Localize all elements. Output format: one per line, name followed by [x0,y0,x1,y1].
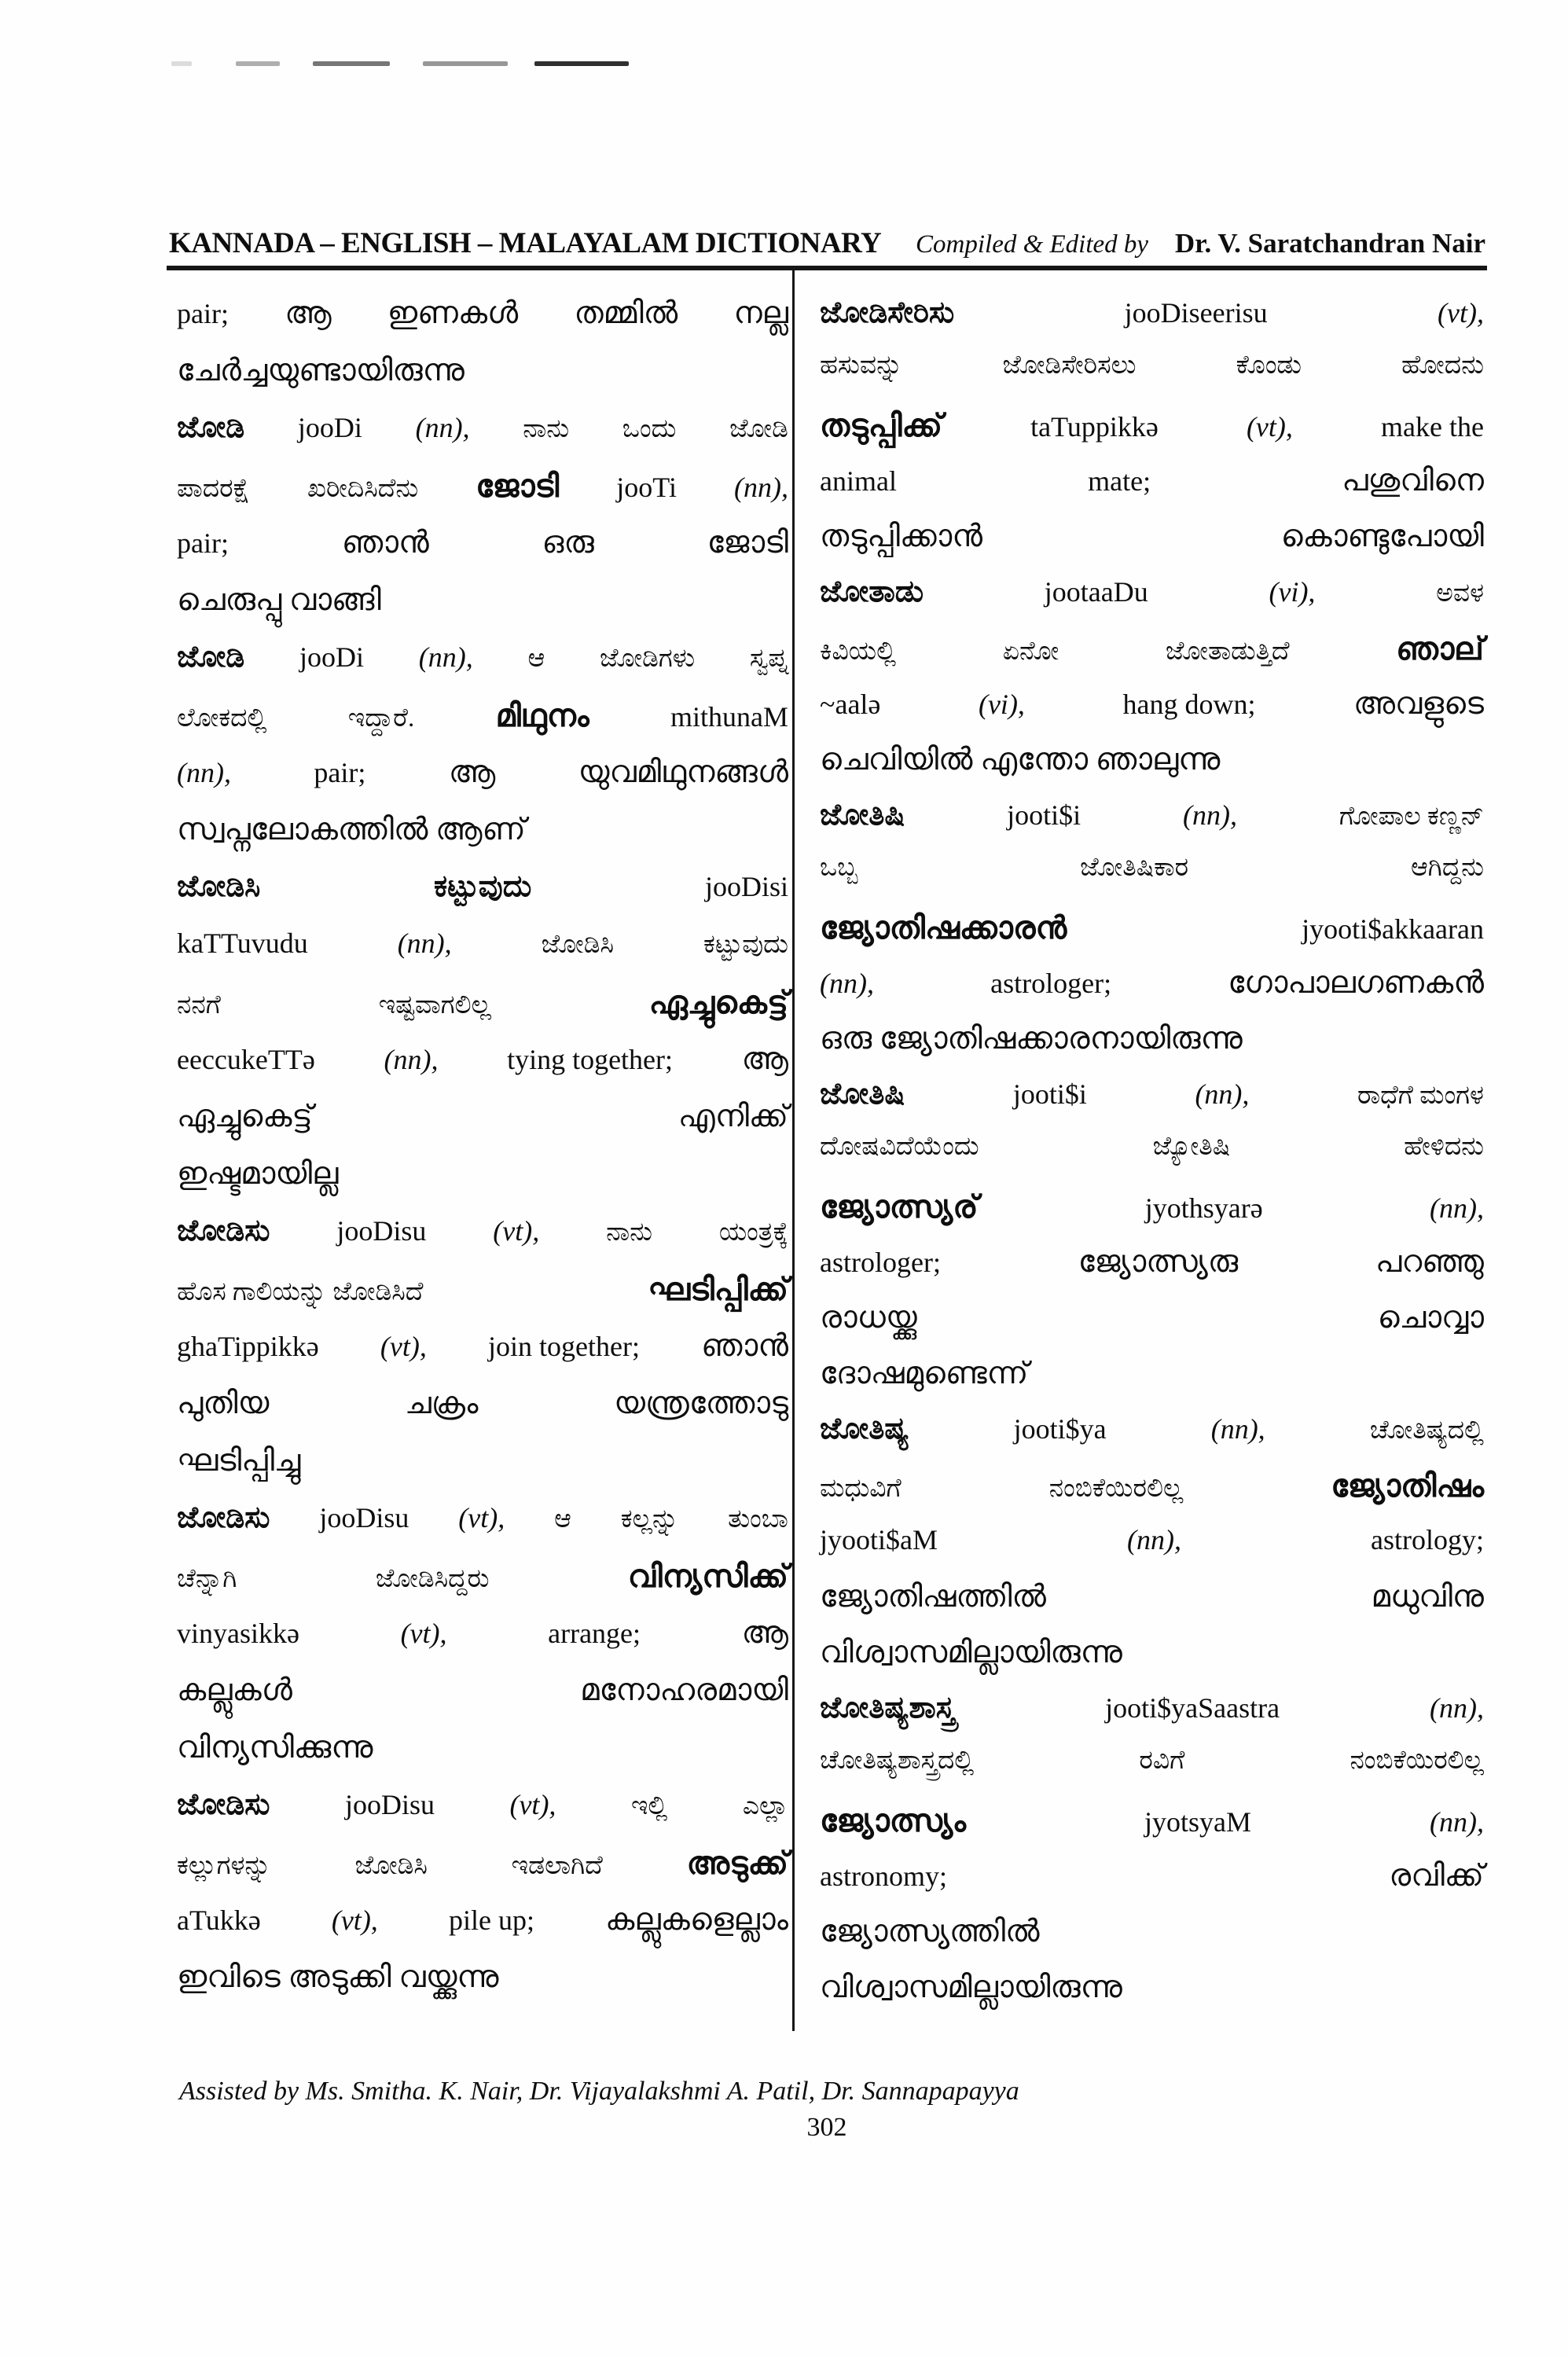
text-segment: ചക്രം [405,1387,479,1420]
dictionary-column-left [177,296,788,2017]
header-rule [167,266,1487,270]
text-line [177,1902,788,1959]
text-segment: ചൊവ്വാ [1377,1301,1484,1335]
text-segment: ರವಿಗೆ [1139,1746,1185,1775]
text-segment: ಹಸುವನ್ನು [820,351,903,380]
text-segment: hang down; [1122,689,1256,720]
text-line [177,869,788,927]
text-segment: ಆಗಿದ್ದನು [1410,854,1484,882]
text-segment: തടുപ്പിക്ക് [820,408,942,443]
text-line [177,1271,788,1328]
text-line [820,575,1484,630]
text-segment: ಚೆನ್ನಾಗಿ [177,1565,237,1593]
text-segment: ಜೋತಿಷ್ಯಶಾಸ್ತ್ರ [820,1691,956,1724]
text-segment: ಅವಳ [1436,579,1484,608]
text-segment: (nn), [1127,1524,1181,1555]
text-segment: ಜೋಡಿಸು [177,1501,270,1534]
text-line [177,1730,788,1787]
text-segment: (nn), [1195,1078,1250,1110]
text-segment: ജ്യോതിഷക്കാരൻ [820,910,1067,946]
scan-artifacts [0,60,1568,68]
text-segment: ജ്യോതിഷം [1331,1468,1484,1504]
text-line [177,1673,788,1730]
text-segment: ಜ್ಯೋತಿಷಿ [1152,1133,1231,1161]
text-segment: pile up; [448,1904,534,1936]
text-segment: jyotsyaM [1144,1806,1252,1838]
text-segment: ಜೋಡಿಸಿದ್ದರು [375,1565,490,1593]
text-segment: നല്ല [733,296,788,330]
text-line [177,353,788,410]
text-segment: pair; [177,298,229,329]
text-segment: ಹೊಸ ಗಾಲಿಯನ್ನು ಜೋಡಿಸಿದೆ [177,1278,424,1306]
text-segment: ಜೋತಿಷ್ಯ [820,1412,909,1445]
text-segment: ഏച്ചുകെട്ട് [648,985,788,1020]
text-segment: കൊണ്ടുപോയി [1280,520,1484,553]
text-segment: ಆ [527,645,545,673]
text-line [820,965,1484,1021]
text-segment: ಕೊಂಡು [1236,351,1302,380]
text-segment: taTuppikkə [1030,411,1159,443]
text-segment: ಇಡಲಾಗಿದೆ [511,1852,603,1880]
text-segment: ಕಲ್ಲನ್ನು [620,1505,679,1533]
text-line [820,909,1484,965]
text-segment: ಹೋದನು [1401,351,1484,380]
text-segment: ഇണകൾ [387,296,519,330]
text-line [177,1214,788,1271]
text-line [820,1579,1484,1635]
text-line [820,1914,1484,1970]
text-segment: ಜೋಡಿಸೇರಿಸಲು [1002,351,1137,380]
text-segment: jooDi [299,641,364,673]
text-line [820,463,1484,519]
text-line [820,1691,1484,1746]
text-segment: ಜೋತಿಷಿಕಾರ [1080,854,1189,882]
text-segment: (vt), [380,1331,427,1362]
text-segment: (nn), [397,927,452,959]
text-segment: ജ്യോത്സ്യര് [820,1189,979,1225]
text-segment: ಜೋತಾಡು [820,575,924,608]
text-segment: (nn), [415,412,470,443]
text-segment: ಪಾದರಕ್ಷೆ [177,475,250,503]
text-line [177,1156,788,1214]
text-segment: make the [1381,411,1484,443]
text-segment: പുതിയ [177,1387,270,1420]
text-segment: (nn), [177,757,231,788]
text-segment: അവളുടെ [1353,687,1484,721]
text-segment: യുവമിഥുനങ്ങൾ [578,755,788,789]
text-segment: ഏച്ചുകെട്ട് [177,1100,313,1133]
text-segment: astrology; [1371,1524,1484,1555]
text-segment: ಒಂದು [622,415,677,443]
text-segment: ಜೋಡಿಸಿ [541,931,615,959]
text-line [177,1558,788,1615]
text-segment: astrologer; [820,1247,941,1278]
text-segment: (nn), [1430,1192,1484,1224]
text-line [820,1467,1484,1523]
text-line [820,519,1484,575]
text-segment: (vt), [400,1618,447,1649]
text-segment: ಇಲ್ಲಿ [630,1792,668,1820]
text-segment: (nn), [418,641,473,673]
text-segment: jooDisi [704,871,788,902]
text-segment: astronomy; [820,1860,947,1892]
scan-mark [313,61,390,66]
text-line [177,468,788,525]
text-segment: അടുക്ക് [686,1846,788,1881]
text-segment: കല്ലുകൾ [177,1673,292,1707]
text-segment: ಜೋಡಿಸು [177,1788,270,1821]
text-segment: ಚೋತಿಷ್ಯಶಾಸ್ತ್ರದಲ್ಲಿ [820,1746,975,1775]
text-segment: mate; [1088,465,1151,497]
text-line [820,854,1484,909]
text-segment: മധുവിനു [1371,1580,1484,1614]
text-segment: ചെവിയിൽ എന്തോ ഞാലുന്നു [820,743,1221,777]
text-segment: വിന്യസിക്കുന്നു [177,1731,373,1765]
text-segment: pair; [177,527,229,559]
text-segment: (vt), [458,1502,505,1533]
text-line [820,1077,1484,1133]
text-segment: ജ്യോത്സ്യത്തിൽ [820,1915,1040,1948]
text-line [820,1523,1484,1579]
text-line [177,1041,788,1099]
text-segment: ആ [741,1042,788,1076]
text-line [820,742,1484,798]
text-segment: ಜೋಡಿ [729,415,788,443]
text-segment: arrange; [548,1618,641,1649]
text-segment: ಕಟ್ಟುವುದು [703,931,788,959]
text-line [177,1845,788,1902]
text-line [177,525,788,582]
text-line [820,296,1484,351]
page-number: 302 [806,2113,847,2142]
text-segment: kaTTuvudu [177,927,308,959]
text-segment: ಜೋತಿಷಿ [820,799,905,832]
dictionary-column-right [820,296,1484,2026]
text-segment: jyooti$akkaaran [1302,913,1484,945]
text-segment: pair; [314,757,366,788]
text-segment: ಜೋತಾಡುತ್ತಿದೆ [1165,637,1290,666]
text-line [820,798,1484,854]
text-segment: സ്വപ്നലോകത്തിൽ ആണ് [177,813,526,847]
text-segment: astrologer; [990,968,1112,999]
text-segment: ദോഷമുണ്ടെന്ന് [820,1357,1029,1390]
text-line [820,1188,1484,1244]
text-segment: ಗೋಪಾಲ ಕಣ್ಣನ್ [1338,803,1484,831]
text-segment: വിശ്വാസമില്ലായിരുന്നു [820,1971,1122,2004]
column-divider [792,270,795,2031]
text-line [177,640,788,697]
text-segment: ಎಲ್ಲಾ [742,1792,788,1820]
text-segment: jooDiseerisu [1124,297,1268,329]
text-segment: രാധയ്ക്കു [820,1301,917,1335]
text-segment: ഒരു ജ്യോതിഷക്കാരനായിരുന്നു [820,1022,1243,1056]
text-segment: രവിക്ക് [1389,1859,1484,1893]
text-line [177,1959,788,2017]
text-segment: eeccukeTTə [177,1044,315,1075]
text-line [177,927,788,984]
text-segment: vinyasikkə [177,1618,299,1649]
text-line [177,1787,788,1845]
text-line [177,697,788,755]
text-segment: പറഞ്ഞു [1375,1245,1484,1279]
text-segment: ಕಿವಿಯಲ್ಲಿ [820,637,897,666]
text-line [177,984,788,1041]
text-segment: ചെരുപ്പു വാങ്ങി [177,583,381,617]
text-segment: ಆ [554,1505,571,1533]
text-line [177,755,788,812]
text-segment: യന്ത്രത്തോടു [614,1387,788,1420]
text-line [820,351,1484,407]
text-segment: ജ്യോത്സ്യം [820,1803,967,1838]
text-line [820,1970,1484,2026]
page-header [169,226,1485,260]
text-segment: (nn), [820,968,874,999]
text-segment: ಜೋಡಿಸೇರಿಸು [820,296,955,329]
text-segment: ജോടി [476,468,560,504]
text-segment: ಜೋತಿಷಿ [820,1078,905,1111]
text-segment: jootaaDu [1044,576,1148,608]
text-line [820,686,1484,742]
text-segment: (nn), [734,472,788,503]
text-segment: ചേർച്ചയുണ്ടായിരുന്നു [177,354,465,387]
text-segment: (nn), [1183,799,1237,831]
text-segment: (nn), [384,1044,439,1075]
text-segment: ഇവിടെ അടുക്കി വയ്ക്കുന്നു [177,1960,499,1994]
text-segment: ഞാൻ [701,1329,788,1363]
text-line [820,407,1484,463]
text-segment: ജോടി [707,526,788,560]
text-segment: ಜೋಡಿ [177,411,245,444]
text-segment: (vt), [1438,297,1484,329]
text-segment: ಇದ್ದಾರೆ. [347,704,415,733]
text-line [820,1858,1484,1914]
text-segment: jooTi [616,472,677,503]
text-line [820,1133,1484,1188]
text-line [820,1021,1484,1077]
text-line [177,1099,788,1156]
text-segment: ನನಗೆ [177,991,221,1019]
text-segment: ಏನೋ [1002,637,1059,666]
text-segment: (vt), [509,1789,556,1820]
text-segment: പശുവിനെ [1342,464,1484,498]
text-segment: (vi), [1269,576,1316,608]
text-segment: ನಾನು [523,415,570,443]
text-segment: വിശ്വാസമില്ലായിരുന്നു [820,1636,1122,1669]
text-segment: (vt), [331,1904,378,1936]
text-segment: ತುಂಬಾ [728,1505,788,1533]
text-line [177,582,788,640]
text-segment: ದೋಷವಿದೆಯೆಂದು [820,1133,979,1161]
text-segment: (vt), [1246,411,1293,443]
text-segment: jooDi [297,412,362,443]
text-segment: ಕಲ್ಲುಗಳನ್ನು [177,1852,271,1880]
text-segment: ജ്യോത്സ്യരു [1078,1245,1239,1279]
text-segment: jooti$ya [1013,1413,1107,1445]
editor-name: Dr. V. Saratchandran Nair [1174,228,1485,259]
text-segment: ರಾಧೆಗೆ ಮಂಗಳ [1357,1082,1484,1110]
scan-mark [171,61,192,66]
text-segment: aTukkə [177,1904,261,1936]
text-line [820,1802,1484,1858]
text-segment: ನಂಬಿಕೆಯಿರಲಿಲ್ಲ [1048,1475,1184,1503]
text-line [177,1328,788,1386]
text-segment: (nn), [1210,1413,1265,1445]
text-segment: ಮಧುವಿಗೆ [820,1475,902,1503]
text-line [177,1443,788,1500]
scan-mark [423,61,508,66]
text-segment: animal [820,465,897,497]
text-segment: ഞാല് [1396,631,1484,667]
text-line [177,1500,788,1558]
text-segment: jooDisu [319,1502,409,1533]
text-segment: ನಂಬಿಕೆಯಿರಲಿಲ್ಲ [1350,1746,1484,1775]
text-segment: (nn), [1430,1692,1484,1724]
text-segment: മിഥുനം [495,698,589,733]
text-segment: ಹೇಳಿದನು [1404,1133,1484,1161]
compiled-by-label: Compiled & Edited by [916,230,1149,259]
dictionary-title: KANNADA – ENGLISH – MALAYALAM DICTIONARY [169,227,882,259]
text-segment: ನಾನು [606,1218,652,1247]
text-segment: തടുപ്പിക്കാൻ [820,520,983,553]
text-segment: ഗോപാലഗണകൻ [1228,966,1484,1000]
text-segment: ആ [741,1616,788,1650]
text-segment: jooDisu [344,1789,435,1820]
text-segment: ആ [285,296,332,330]
text-segment: ആ [448,755,496,789]
text-segment: ~aalə [820,689,881,720]
text-line [177,812,788,869]
text-segment: ಇಷ್ಟವಾಗಲಿಲ್ಲ [378,991,491,1019]
text-segment: (vi), [978,689,1025,720]
text-segment: mithunaM [670,701,788,733]
text-segment: ಯಂತ್ರಕ್ಕೆ [718,1218,788,1247]
text-segment: ಜೋಡಿಸಿ [354,1852,428,1880]
text-segment: മനോഹരമായി [580,1673,788,1707]
text-segment: ഇഷ്ടമായില്ല [177,1157,339,1191]
text-segment: വിന്യസിക്ക് [627,1559,788,1594]
text-segment: ಜೋಡಿಗಳು [600,645,696,673]
text-segment: tying together; [507,1044,674,1075]
text-segment: എനിക്ക് [678,1100,788,1133]
text-segment: ഘടിപ്പിച്ചു [177,1444,301,1478]
scan-mark [236,61,280,66]
text-segment: jooti$yaSaastra [1105,1692,1280,1724]
text-segment: ഘടിപ്പിക്ക് [648,1272,788,1307]
text-segment: ಜೋಡಿಸಿ [177,870,261,903]
text-segment: ಜೋಡಿ [177,641,245,674]
text-segment: jooti$i [1012,1078,1087,1110]
text-line [820,1412,1484,1467]
text-line [820,1356,1484,1412]
text-line [820,630,1484,686]
text-segment: ಲೋಕದಲ್ಲಿ [177,704,267,733]
text-line [177,296,788,353]
text-segment: jyooti$aM [820,1524,938,1555]
text-line [820,1746,1484,1802]
text-line [177,1386,788,1443]
text-segment: ജ്യോതിഷത്തിൽ [820,1580,1046,1614]
text-segment: jooti$i [1007,799,1081,831]
text-segment: join together; [488,1331,640,1362]
text-segment: ಒಬ್ಬ [820,854,858,882]
text-segment: ಸ್ವಪ್ನ [749,645,788,673]
scan-mark [534,61,629,66]
text-line [820,1300,1484,1356]
text-segment: ഒരു [542,526,594,560]
text-segment: (nn), [1430,1806,1484,1838]
text-segment: ಖರೀದಿಸಿದೆನು [307,475,419,503]
text-line [820,1635,1484,1691]
text-line [177,1615,788,1673]
text-segment: ಜೋಡಿಸು [177,1214,270,1247]
text-segment: തമ്മിൽ [574,296,678,330]
text-segment: (vt), [493,1215,540,1247]
text-segment: ഞാൻ [341,526,429,560]
text-segment: ಕಟ್ಟುವುದು [434,870,532,903]
text-segment: jyothsyarə [1144,1192,1263,1224]
footer-credit: Assisted by Ms. Smitha. K. Nair, Dr. Vijayalakshmi A. Patil, Dr. Sannapapayya [179,2077,1019,2106]
text-segment: ಚೋತಿಷ್ಯದಲ್ಲಿ [1369,1416,1484,1445]
text-line [820,1244,1484,1300]
text-segment: jooDisu [336,1215,427,1247]
text-segment: ghaTippikkə [177,1331,319,1362]
text-line [177,410,788,468]
text-segment: കല്ലുകളെല്ലാം [605,1903,788,1937]
